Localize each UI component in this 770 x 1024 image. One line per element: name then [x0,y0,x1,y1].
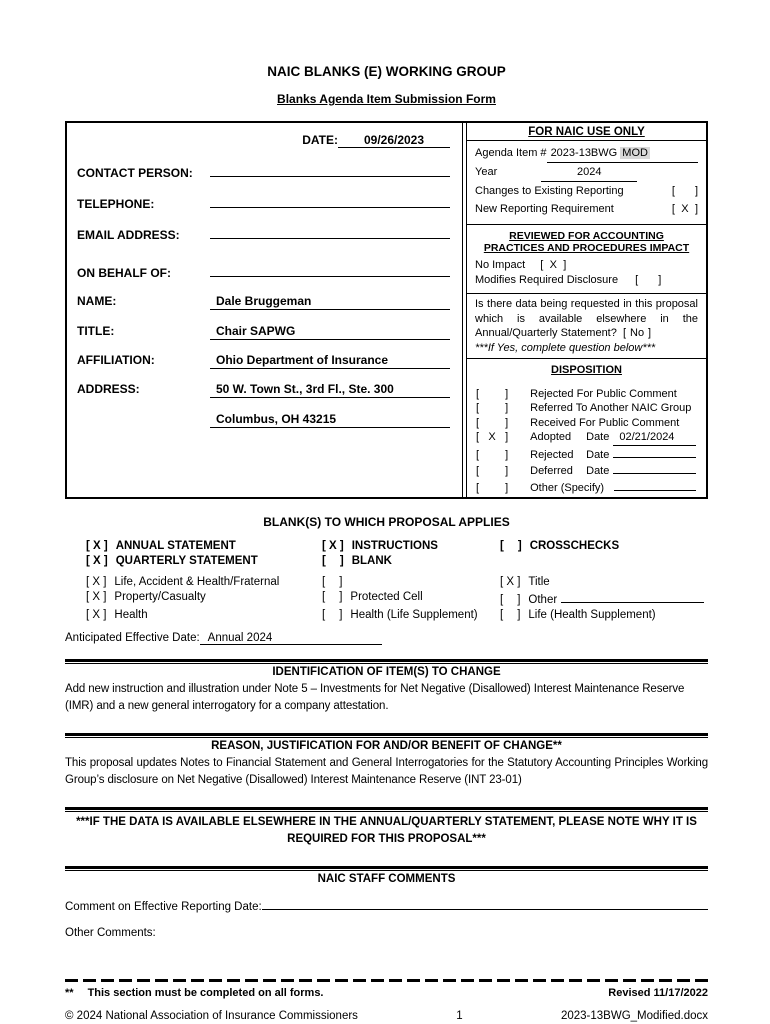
property-casualty-cell [86,591,322,606]
annual-statement-cell [86,540,322,552]
footer-filename: 2023-13BWG_Modified.docx [560,1009,708,1022]
reviewed-header: REVIEWED FOR ACCOUNTING PRACTICES AND PROCEDURES IMPACT [483,230,690,254]
footer-note: ** This section must be completed on all forms. [65,986,324,999]
year-field[interactable]: 2024 [541,163,637,182]
other-specify-checkbox[interactable]: [ ] [476,481,509,494]
name-field[interactable]: Dale Bruggeman [210,293,450,310]
instructions-label: INSTRUCTIONS [351,540,438,552]
contact-row [77,323,450,340]
agenda-item-field[interactable] [547,144,698,163]
address-label: ADDRESS: [77,382,140,396]
address2-field[interactable]: Columbus, OH 43215 [210,411,450,428]
agenda-mod-flag: MOD [622,147,648,159]
deferred-checkbox[interactable]: [ ] [476,465,509,477]
submission-form-table [65,121,708,499]
crosschecks-cell [500,540,708,552]
other-cell [500,591,708,606]
title-field[interactable]: Chair SAPWG [210,323,450,340]
other-specify-field[interactable] [614,479,696,491]
modifies-disclosure-checkbox[interactable]: [ ] [635,274,662,286]
date-word: Date [586,465,610,477]
naic-use-cell [466,123,706,497]
disposition-label: Received For Public Comment [530,416,680,429]
contact-row [77,381,450,398]
disposition-row [467,430,706,446]
footer-divider [65,979,708,982]
effective-date-field[interactable]: Annual 2024 [200,632,382,645]
identification-body: Add new instruction and illustration under Note 5 – Investments for Net Negative (Disallowed) Interest Maintenance Reserve (IMR) and a new general interrogatory for a company attestation. [65,683,685,712]
section-divider [65,807,708,812]
rejected-checkbox[interactable]: [ ] [476,448,509,461]
affiliation-label: AFFILIATION: [77,353,155,367]
blanks-section-header: BLANK(S) TO WHICH PROPOSAL APPLIES [263,515,510,529]
life-ah-fraternal-checkbox[interactable]: [ X ] [86,576,107,588]
blank-cell [322,555,500,567]
title-label: TITLE: [77,324,115,338]
blank-checkbox[interactable]: [ ] [322,555,344,567]
staff-comments-header: NAIC STAFF COMMENTS [317,873,456,885]
quarterly-statement-checkbox[interactable]: [ X ] [86,555,108,567]
contact-person-field[interactable] [210,162,450,177]
life-health-supplement-checkbox[interactable]: [ ] [500,609,521,621]
separate-accounts-checkbox[interactable]: [ ] [322,576,343,588]
telephone-field[interactable] [210,193,450,208]
adopted-date-field[interactable]: 02/21/2024 [613,430,696,446]
health-life-supplement-label: Health (Life Supplement) [350,609,478,621]
agenda-item-value: 2023-13BWG [550,147,618,159]
agenda-item-row [475,144,698,163]
quarterly-statement-cell [86,555,322,567]
protected-cell-cell [322,591,500,606]
statement-type-grid [86,540,708,567]
health-life-supplement-cell [322,609,500,621]
page-title: NAIC BLANKS (E) WORKING GROUP [267,64,506,79]
year-label: Year [475,166,498,178]
date-word: Date [586,448,610,461]
no-impact-checkbox[interactable]: [ X ] [540,259,567,271]
date-row [77,133,450,148]
quarterly-statement-label: QUARTERLY STATEMENT [115,555,258,567]
on-behalf-of-field[interactable] [210,262,450,277]
agenda-item-label: Agenda Item # [475,147,547,159]
title-checkbox[interactable]: [ X ] [500,576,521,588]
instructions-cell [322,540,500,552]
deferred-date-field[interactable] [613,462,696,474]
changes-existing-checkbox[interactable]: [ ] [671,185,698,197]
effective-reporting-comment-label: Comment on Effective Reporting Date: [65,901,262,913]
protected-cell-checkbox[interactable]: [ ] [322,591,343,603]
changes-existing-row [475,182,698,200]
date-word: Date [586,431,610,443]
modifies-disclosure-row [475,273,698,288]
disposition-row [467,401,706,416]
email-field[interactable] [210,224,450,239]
disposition-label: Rejected [530,448,574,461]
if-yes-note: ***If Yes, complete question below*** [475,341,656,354]
contact-row [77,352,450,369]
statement-line-grid [86,576,708,621]
health-life-supplement-checkbox[interactable]: [ ] [322,609,343,621]
data-elsewhere-question-section [467,294,706,359]
referred-checkbox[interactable]: [ ] [476,402,509,414]
date-label: DATE: [302,133,338,147]
reviewed-section [467,225,706,294]
effective-date-label: Anticipated Effective Date: [65,632,200,644]
section-divider [65,866,708,871]
footer-copyright: © 2024 National Association of Insurance Commissioners [65,1009,358,1022]
rejected-date-field[interactable] [613,446,696,458]
no-impact-row [475,258,698,273]
section-divider [65,733,708,738]
new-requirement-label: New Reporting Requirement [475,203,614,215]
contact-row [77,262,450,281]
protected-cell-label: Protected Cell [350,591,423,603]
date-field[interactable]: 09/26/2023 [338,133,450,148]
contact-row [77,411,450,428]
adopted-checkbox[interactable]: [ X ] [476,431,509,443]
health-cell [86,609,322,621]
contact-row [77,224,450,243]
other-label: Other [528,594,558,606]
disposition-header: DISPOSITION [551,363,622,376]
instructions-checkbox[interactable]: [ X ] [322,540,344,552]
agenda-section [467,141,706,225]
year-row [475,163,698,182]
effective-reporting-comment-field[interactable] [262,897,708,910]
data-elsewhere-note-header: ***IF THE DATA IS AVAILABLE ELSEWHERE IN THE ANNUAL/QUARTERLY STATEMENT, PLEASE NOTE WHY IT IS REQUIRED FOR THIS PROPOSAL*** [76,816,697,845]
disposition-label: Adopted [530,431,572,443]
footer-page-number: 1 [456,1009,463,1022]
disposition-label: Other (Specify) [530,481,605,494]
modifies-disclosure-label: Modifies Required Disclosure [475,274,619,286]
effective-date-row [65,632,708,645]
separate-accounts-cell [322,576,500,588]
received-checkbox[interactable]: [ ] [476,416,509,429]
on-behalf-of-label: ON BEHALF OF: [77,266,171,280]
annual-statement-label: ANNUAL STATEMENT [115,540,236,552]
affiliation-field[interactable]: Ohio Department of Insurance [210,352,450,369]
contact-row [77,162,450,181]
annual-statement-checkbox[interactable]: [ X ] [86,540,108,552]
footer-revised: Revised 11/17/2022 [608,986,708,999]
footer-note-row [65,987,708,999]
effective-reporting-comment-row [65,897,708,913]
other-line-field[interactable] [561,591,704,603]
crosschecks-label: CROSSCHECKS [529,540,620,552]
data-elsewhere-question: Is there data being requested in this proposal which is available elsewhere in the Annual/Quarterly Statement? [ No ] [475,298,698,339]
section-divider [65,659,708,664]
disposition-label: Referred To Another NAIC Group [530,402,692,414]
title-cell [500,576,708,588]
email-label: EMAIL ADDRESS: [77,228,180,242]
changes-existing-label: Changes to Existing Reporting [475,185,624,197]
contact-row [77,193,450,212]
contact-row [77,293,450,310]
life-health-supplement-label: Life (Health Supplement) [528,609,656,621]
disposition-row [467,416,706,431]
name-label: NAME: [77,294,117,308]
title-line-label: Title [528,576,550,588]
blank-label: BLANK [351,555,392,567]
naic-use-header-section [467,123,706,141]
address-field[interactable]: 50 W. Town St., 3rd Fl., Ste. 300 [210,381,450,398]
new-requirement-row [475,200,698,218]
contact-person-label: CONTACT PERSON: [77,166,193,180]
life-ah-fraternal-cell [86,576,322,588]
disposition-label: Deferred [530,465,573,477]
data-elsewhere-checkbox[interactable]: [ No ] [622,327,652,339]
reason-body: This proposal updates Notes to Financial Statement and General Interrogatories for the Statutory Accounting Principles Working Group’s disclosure on Net Negative (Disallowed) Interest Maintenance Reserve (INT 23-01) [65,757,708,786]
reason-header: REASON, JUSTIFICATION FOR AND/OR BENEFIT OF CHANGE** [211,740,562,752]
property-casualty-label: Property/Casualty [114,591,206,603]
disposition-row [467,462,706,479]
rejected-public-checkbox[interactable]: [ ] [476,387,509,400]
crosschecks-checkbox[interactable]: [ ] [500,540,522,552]
page-subtitle: Blanks Agenda Item Submission Form [277,92,496,106]
disposition-row [467,446,706,463]
other-checkbox[interactable]: [ ] [500,594,521,606]
disposition-section [467,359,706,498]
other-comments-label: Other Comments: [65,927,156,939]
property-casualty-checkbox[interactable]: [ X ] [86,591,107,603]
footer-meta-row [65,1010,708,1022]
health-label: Health [114,609,148,621]
disposition-row [467,387,706,402]
naic-use-header: FOR NAIC USE ONLY [528,126,645,138]
life-ah-fraternal-label: Life, Accident & Health/Fraternal [114,576,280,588]
identification-header: IDENTIFICATION OF ITEM(S) TO CHANGE [272,666,501,678]
life-health-supplement-cell [500,609,708,621]
telephone-label: TELEPHONE: [77,197,155,211]
contact-info-cell [67,123,463,497]
no-impact-label: No Impact [475,259,526,271]
health-checkbox[interactable]: [ X ] [86,609,107,621]
new-requirement-checkbox[interactable]: [ X ] [671,203,698,215]
disposition-row [467,479,706,496]
disposition-label: Rejected For Public Comment [530,387,677,400]
